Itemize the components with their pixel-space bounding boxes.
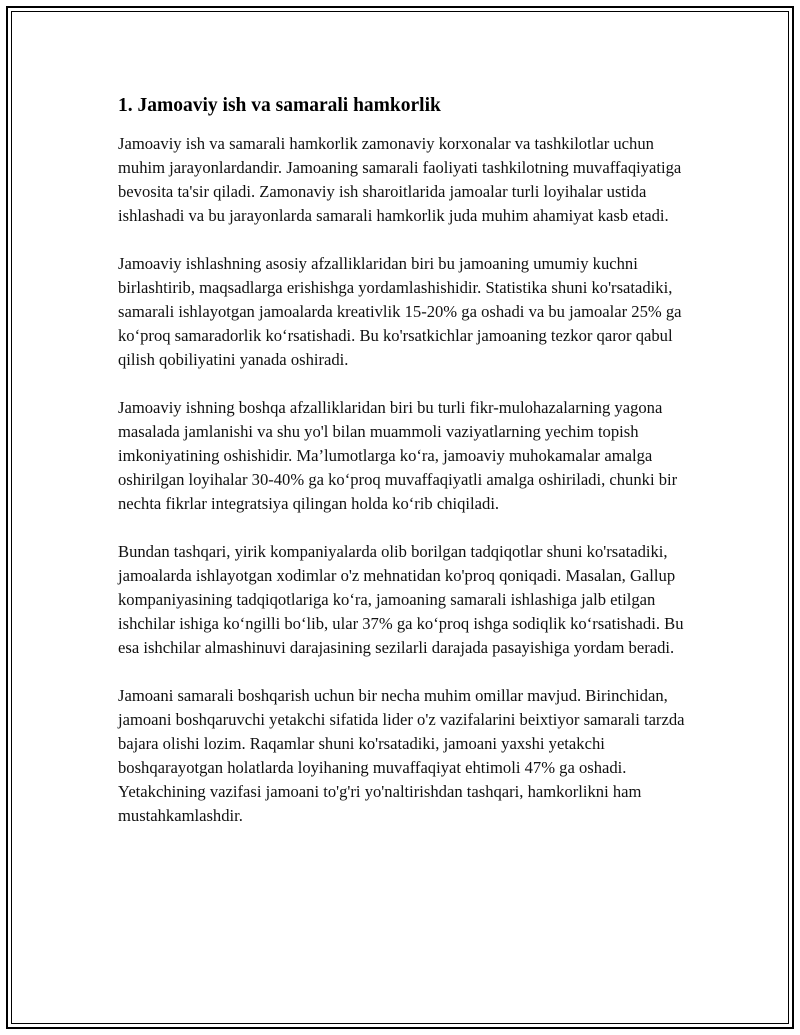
- document-body: [118, 94, 698, 852]
- paragraph-5: Jamoani samarali boshqarish uchun bir necha muhim omillar mavjud. Birinchidan, jamoani boshqaruvchi yetakchi sifatida lider o'z vazifalarini beixtiyor samarali tarzda bajara olishi lozim. Raqamlar shuni ko'rsatadiki, jamoani yaxshi yetakchi boshqarayotgan holatlarda loyihaning muvaffaqiyat ehtimoli 47% ga oshadi. Yetakchining vazifasi jamoani to'g'ri yo'naltirishdan tashqari, hamkorlikni ham mustahkamlashdir.: [118, 686, 685, 825]
- paragraph-4: Bundan tashqari, yirik kompaniyalarda olib borilgan tadqiqotlar shuni ko'rsatadiki, jamoalarda ishlayotgan xodimlar o'z mehnatidan ko'proq qoniqadi. Masalan, Gallup kompaniyasining tadqiqotlariga ko‘ra, jamoaning samarali ishlashiga jalb etilgan ishchilar ishiga ko‘ngilli bo‘lib, ular 37% ga ko‘proq ishga sodiqlik ko‘rsatishadi. Bu esa ishchilar almashinuvi darajasining sezilarli darajada pasayishiga yordam beradi.: [118, 542, 684, 657]
- paragraph-2: Jamoaviy ishlashning asosiy afzalliklaridan biri bu jamoaning umumiy kuchni birlashtirib, maqsadlarga erishishga yordamlashishidir. Statistika shuni ko'rsatadiki, samarali ishlayotgan jamoalarda kreativlik 15-20% ga oshadi va bu jamoalar 25% ga ko‘proq samaradorlik ko‘rsatishadi. Bu ko'rsatkichlar jamoaning tezkor qaror qabul qilish qobiliyatini yanada oshiradi.: [118, 254, 682, 369]
- paragraph-1: Jamoaviy ish va samarali hamkorlik zamonaviy korxonalar va tashkilotlar uchun muhim jarayonlardandir. Jamoaning samarali faoliyati tashkilotning muvaffaqiyatiga bevosita ta'sir qiladi. Zamonaviy ish sharoitlarida jamoalar turli loyihalar ustida ishlashadi va bu jarayonlarda samarali hamkorlik juda muhim ahamiyat kasb etadi.: [118, 134, 682, 225]
- paragraph-3: Jamoaviy ishning boshqa afzalliklaridan biri bu turli fikr-mulohazalarning yagona masalada jamlanishi va shu yo'l bilan muammoli vaziyatlarning yechim topish imkoniyatining oshishidir. Ma’lumotlarga ko‘ra, jamoaviy muhokamalar amalga oshirilgan loyihalar 30-40% ga ko‘proq muvaffaqiyatli amalga oshiriladi, chunki bir nechta fikrlar integratsiya qilingan holda ko‘rib chiqiladi.: [118, 398, 678, 513]
- section-heading: 1. Jamoaviy ish va samarali hamkorlik: [118, 95, 441, 116]
